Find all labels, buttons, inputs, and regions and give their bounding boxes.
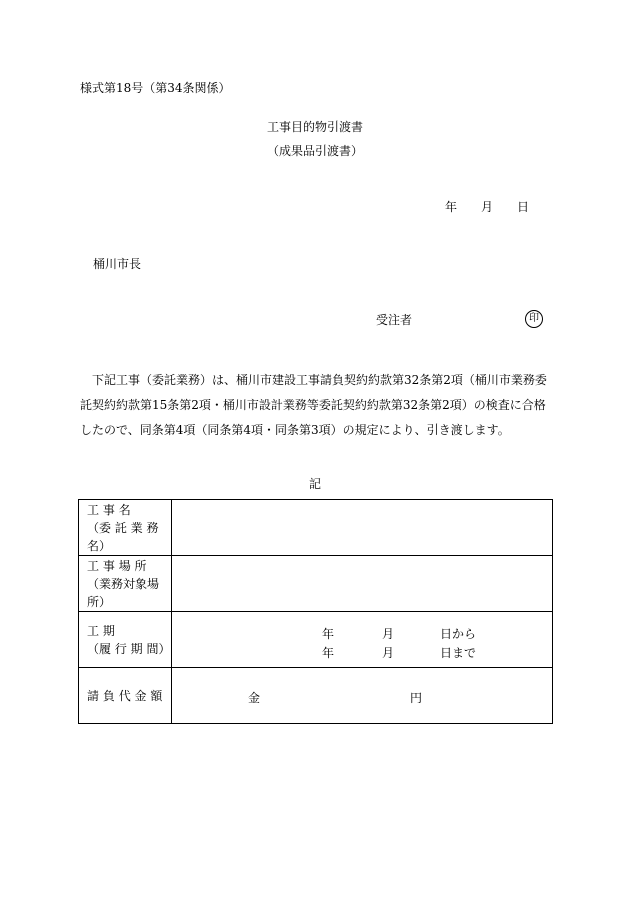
work-location-label-cell [79, 556, 172, 612]
contract-amount-label-cell [79, 668, 172, 724]
contract-amount-value-cell[interactable] [172, 668, 553, 724]
amount-prefix: 金 [248, 691, 261, 705]
work-name-label-cell [79, 500, 172, 556]
table-row [79, 500, 553, 556]
period-to-suffix: 日まで [440, 646, 477, 660]
document-subtitle: （成果品引渡書） [266, 144, 363, 158]
work-location-value-cell[interactable] [172, 556, 553, 612]
details-table [78, 499, 553, 724]
amount-unit: 円 [410, 691, 423, 705]
work-period-label-cell [79, 612, 172, 668]
work-period-label: 工 期 [87, 623, 115, 638]
contract-amount-label: 請 負 代 金 額 [87, 688, 163, 703]
work-location-sublabel: （業務対象場所） [87, 576, 160, 609]
work-name-label: 工 事 名 [87, 502, 131, 517]
date-line [445, 201, 529, 213]
document-title: 工事目的物引渡書 [266, 120, 363, 134]
table-row [79, 668, 553, 724]
work-name-value-cell[interactable] [172, 500, 553, 556]
work-period-sublabel: （履 行 期 間） [87, 641, 171, 656]
work-location-label: 工 事 場 所 [87, 558, 147, 573]
period-from-suffix: 日から [440, 627, 477, 641]
date-year-label: 年 [445, 200, 458, 214]
period-to-month: 月 [382, 646, 395, 660]
date-month-label: 月 [481, 200, 494, 214]
body-text: 下記工事（委託業務）は、桶川市建設工事請負契約約款第32条第2項（桶川市業務委託契約約款第15条第2項・桶川市設計業務等委託契約約款第32条第2項）の検査に合格したので、同条第4項（同条第4項・同条第3項）の規定により、引き渡します。 [80, 373, 547, 437]
period-from-month: 月 [382, 627, 395, 641]
addressee: 桶川市長 [93, 257, 142, 271]
work-name-sublabel: （委 託 業 務 名） [87, 520, 159, 553]
seal-mark-icon: 印 [525, 310, 543, 328]
form-number: 様式第18号（第34条関係） [80, 81, 231, 95]
contractor-label: 受注者 [376, 313, 413, 327]
record-mark: 記 [308, 477, 321, 491]
table-row [79, 556, 553, 612]
date-day-label: 日 [517, 200, 530, 214]
period-from-year: 年 [322, 627, 335, 641]
period-to-year: 年 [322, 646, 335, 660]
work-period-value-cell[interactable] [172, 612, 553, 668]
table-row [79, 612, 553, 668]
